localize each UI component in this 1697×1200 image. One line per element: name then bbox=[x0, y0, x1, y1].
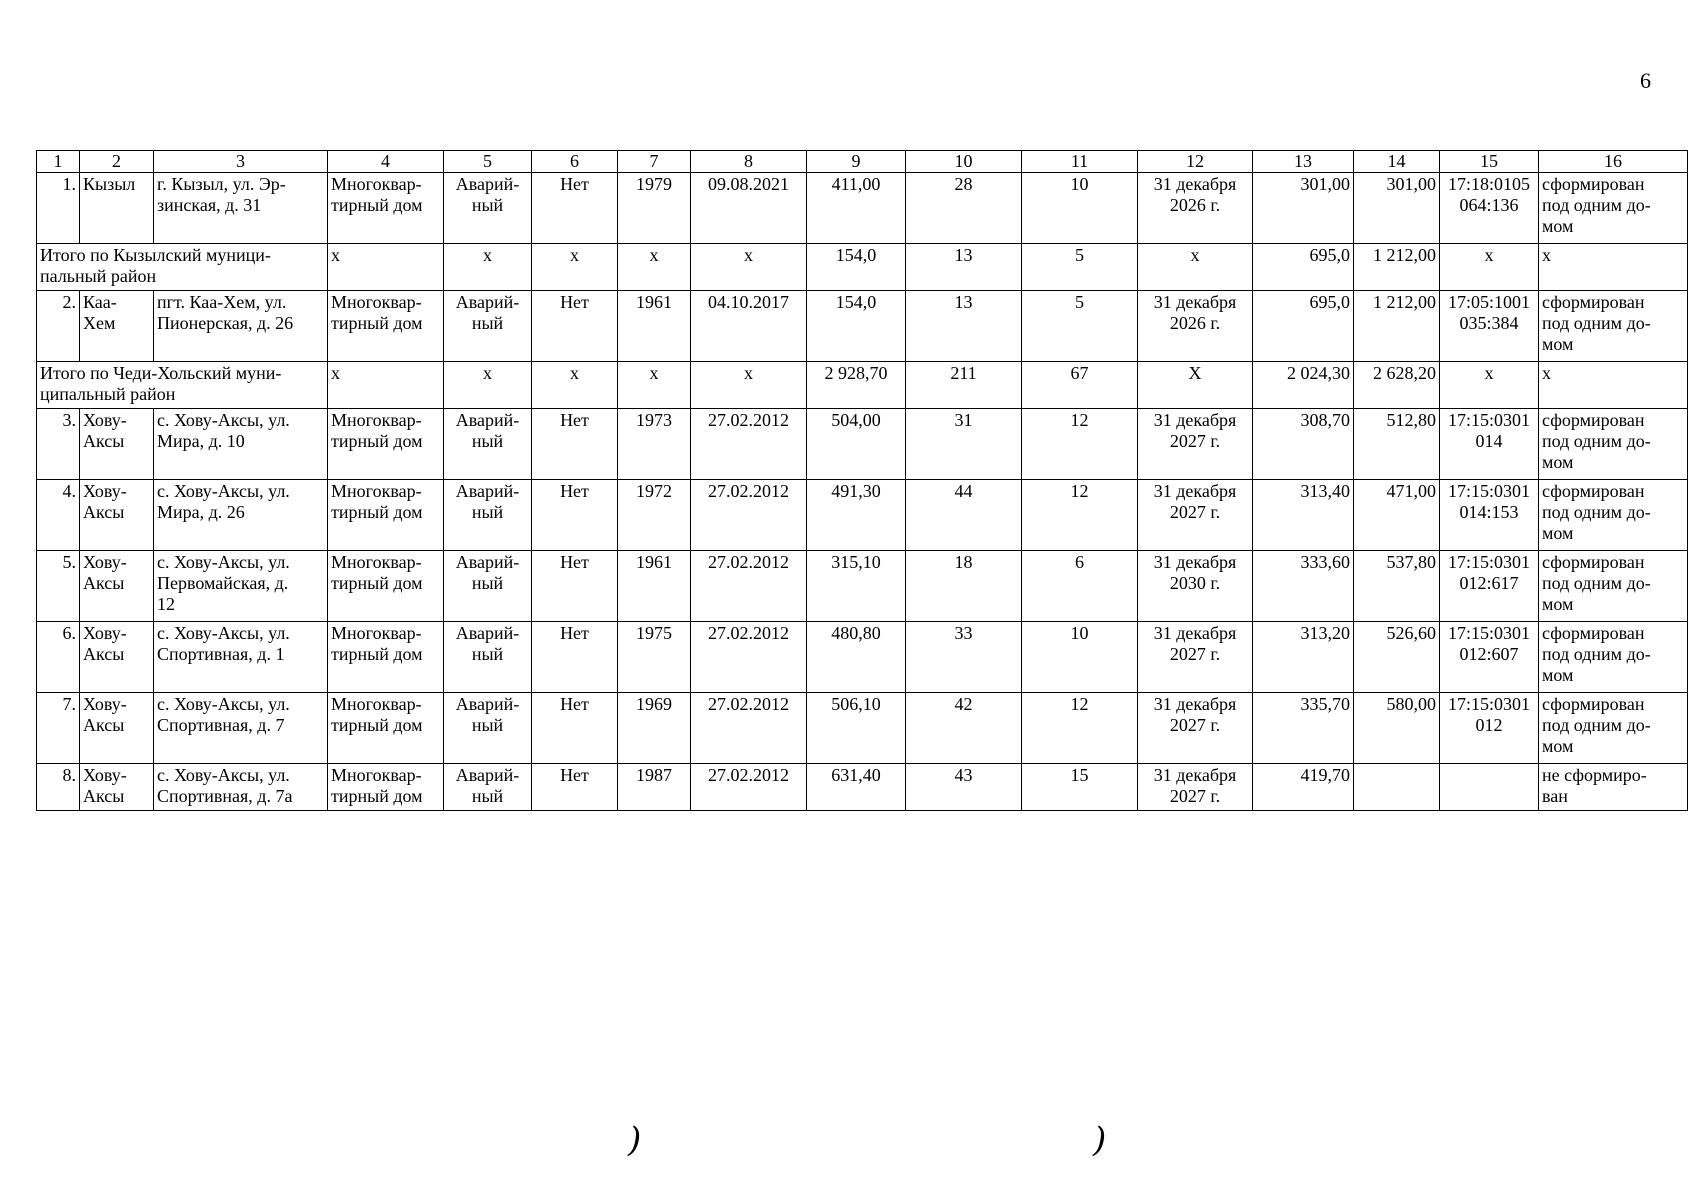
column-number-5: 5 bbox=[444, 151, 532, 173]
table-row bbox=[37, 764, 1688, 811]
col14-cell: 512,80 bbox=[1354, 409, 1440, 480]
column-number-9: 9 bbox=[807, 151, 906, 173]
col6-cell: х bbox=[532, 244, 618, 291]
locality-cell: Хову- Аксы bbox=[80, 480, 154, 551]
subtotal-label: Итого по Чеди-Хольский муни- ципальный район bbox=[37, 362, 328, 409]
condition-cell: Аварий- ный bbox=[444, 291, 532, 362]
col10-cell: 13 bbox=[906, 291, 1022, 362]
column-number-2: 2 bbox=[80, 151, 154, 173]
land-plot-cell: сформирован под одним до- мом bbox=[1539, 409, 1688, 480]
col14-cell: 1 212,00 bbox=[1354, 244, 1440, 291]
land-plot-cell: сформирован под одним до- мом bbox=[1539, 693, 1688, 764]
locality-cell: Хову- Аксы bbox=[80, 764, 154, 811]
column-number-8: 8 bbox=[691, 151, 807, 173]
column-number-13: 13 bbox=[1253, 151, 1354, 173]
date-cell: х bbox=[691, 362, 807, 409]
col10-cell: 18 bbox=[906, 551, 1022, 622]
column-number-4: 4 bbox=[328, 151, 444, 173]
col14-cell: 471,00 bbox=[1354, 480, 1440, 551]
col11-cell: 15 bbox=[1022, 764, 1138, 811]
col14-cell: 1 212,00 bbox=[1354, 291, 1440, 362]
page-number: 6 bbox=[1640, 68, 1651, 93]
condition-cell: Аварий- ный bbox=[444, 480, 532, 551]
date-cell: 04.10.2017 bbox=[691, 291, 807, 362]
area-cell: 315,10 bbox=[807, 551, 906, 622]
condition-cell: х bbox=[444, 244, 532, 291]
cadastral-number-cell: 17:15:0301 012 bbox=[1440, 693, 1539, 764]
row-number: 2. bbox=[37, 291, 80, 362]
table-row bbox=[37, 693, 1688, 764]
cadastral-number-cell bbox=[1440, 764, 1539, 811]
area-cell: 154,0 bbox=[807, 291, 906, 362]
row-number: 1. bbox=[37, 173, 80, 244]
locality-cell: Хову- Аксы bbox=[80, 622, 154, 693]
col11-cell: 10 bbox=[1022, 173, 1138, 244]
land-plot-cell: сформирован под одним до- мом bbox=[1539, 622, 1688, 693]
area-cell: 2 928,70 bbox=[807, 362, 906, 409]
col14-cell: 580,00 bbox=[1354, 693, 1440, 764]
deadline-cell: 31 декабря 2026 г. bbox=[1138, 291, 1253, 362]
column-number-16: 16 bbox=[1539, 151, 1688, 173]
area-cell: 491,30 bbox=[807, 480, 906, 551]
date-cell: 27.02.2012 bbox=[691, 480, 807, 551]
area-cell: 506,10 bbox=[807, 693, 906, 764]
building-type-cell: Многоквар- тирный дом bbox=[328, 764, 444, 811]
date-cell: 27.02.2012 bbox=[691, 622, 807, 693]
table-body bbox=[37, 151, 1688, 811]
building-type-cell: х bbox=[328, 362, 444, 409]
subtotal-row bbox=[37, 362, 1688, 409]
year-cell: 1987 bbox=[618, 764, 691, 811]
locality-cell: Каа- Хем bbox=[80, 291, 154, 362]
year-cell: 1972 bbox=[618, 480, 691, 551]
col10-cell: 13 bbox=[906, 244, 1022, 291]
row-number: 5. bbox=[37, 551, 80, 622]
locality-cell: Кызыл bbox=[80, 173, 154, 244]
column-number-10: 10 bbox=[906, 151, 1022, 173]
subtotal-row bbox=[37, 244, 1688, 291]
address-cell: с. Хову-Аксы, ул. Мира, д. 10 bbox=[154, 409, 328, 480]
deadline-cell: Х bbox=[1138, 362, 1253, 409]
date-cell: 27.02.2012 bbox=[691, 409, 807, 480]
col10-cell: 31 bbox=[906, 409, 1022, 480]
building-type-cell: Многоквар- тирный дом bbox=[328, 291, 444, 362]
col6-cell: Нет bbox=[532, 291, 618, 362]
col10-cell: 33 bbox=[906, 622, 1022, 693]
land-plot-cell: сформирован под одним до- мом bbox=[1539, 173, 1688, 244]
address-cell: пгт. Каа-Хем, ул. Пионерская, д. 26 bbox=[154, 291, 328, 362]
row-number: 8. bbox=[37, 764, 80, 811]
column-number-14: 14 bbox=[1354, 151, 1440, 173]
cadastral-number-cell: 17:05:1001 035:384 bbox=[1440, 291, 1539, 362]
locality-cell: Хову- Аксы bbox=[80, 551, 154, 622]
col6-cell: Нет bbox=[532, 693, 618, 764]
area-cell: 504,00 bbox=[807, 409, 906, 480]
col11-cell: 12 bbox=[1022, 409, 1138, 480]
handwritten-mark-left: ) bbox=[628, 1120, 642, 1160]
column-number-3: 3 bbox=[154, 151, 328, 173]
building-type-cell: Многоквар- тирный дом bbox=[328, 173, 444, 244]
cadastral-number-cell: 17:15:0301 012:617 bbox=[1440, 551, 1539, 622]
col6-cell: Нет bbox=[532, 764, 618, 811]
col13-cell: 308,70 bbox=[1253, 409, 1354, 480]
condition-cell: Аварий- ный bbox=[444, 409, 532, 480]
land-plot-cell: не сформиро- ван bbox=[1539, 764, 1688, 811]
col14-cell: 2 628,20 bbox=[1354, 362, 1440, 409]
col13-cell: 313,20 bbox=[1253, 622, 1354, 693]
cadastral-number-cell: х bbox=[1440, 362, 1539, 409]
area-cell: 631,40 bbox=[807, 764, 906, 811]
cadastral-number-cell: 17:15:0301 014 bbox=[1440, 409, 1539, 480]
locality-cell: Хову- Аксы bbox=[80, 409, 154, 480]
area-cell: 411,00 bbox=[807, 173, 906, 244]
date-cell: 27.02.2012 bbox=[691, 693, 807, 764]
land-plot-cell: х bbox=[1539, 244, 1688, 291]
date-cell: 09.08.2021 bbox=[691, 173, 807, 244]
col14-cell: 537,80 bbox=[1354, 551, 1440, 622]
address-cell: г. Кызыл, ул. Эр- зинская, д. 31 bbox=[154, 173, 328, 244]
col11-cell: 6 bbox=[1022, 551, 1138, 622]
address-cell: с. Хову-Аксы, ул. Спортивная, д. 7 bbox=[154, 693, 328, 764]
col13-cell: 695,0 bbox=[1253, 244, 1354, 291]
handwritten-mark-right: ) bbox=[1093, 1120, 1107, 1160]
col10-cell: 44 bbox=[906, 480, 1022, 551]
building-type-cell: Многоквар- тирный дом bbox=[328, 409, 444, 480]
deadline-cell: 31 декабря 2026 г. bbox=[1138, 173, 1253, 244]
cadastral-number-cell: х bbox=[1440, 244, 1539, 291]
year-cell: 1973 bbox=[618, 409, 691, 480]
col11-cell: 12 bbox=[1022, 693, 1138, 764]
table-row bbox=[37, 173, 1688, 244]
deadline-cell: 31 декабря 2027 г. bbox=[1138, 480, 1253, 551]
year-cell: 1961 bbox=[618, 551, 691, 622]
area-cell: 480,80 bbox=[807, 622, 906, 693]
col11-cell: 5 bbox=[1022, 244, 1138, 291]
land-plot-cell: сформирован под одним до- мом bbox=[1539, 291, 1688, 362]
column-number-15: 15 bbox=[1440, 151, 1539, 173]
condition-cell: Аварий- ный bbox=[444, 693, 532, 764]
deadline-cell: 31 декабря 2027 г. bbox=[1138, 622, 1253, 693]
address-cell: с. Хову-Аксы, ул. Спортивная, д. 7а bbox=[154, 764, 328, 811]
col11-cell: 12 bbox=[1022, 480, 1138, 551]
year-cell: 1961 bbox=[618, 291, 691, 362]
column-number-6: 6 bbox=[532, 151, 618, 173]
address-cell: с. Хову-Аксы, ул. Первомайская, д. 12 bbox=[154, 551, 328, 622]
table-row bbox=[37, 551, 1688, 622]
cadastral-number-cell: 17:18:0105 064:136 bbox=[1440, 173, 1539, 244]
col6-cell: Нет bbox=[532, 622, 618, 693]
year-cell: х bbox=[618, 244, 691, 291]
deadline-cell: 31 декабря 2030 г. bbox=[1138, 551, 1253, 622]
row-number: 4. bbox=[37, 480, 80, 551]
deadline-cell: х bbox=[1138, 244, 1253, 291]
condition-cell: Аварий- ный bbox=[444, 551, 532, 622]
col14-cell: 301,00 bbox=[1354, 173, 1440, 244]
col11-cell: 10 bbox=[1022, 622, 1138, 693]
condition-cell: Аварий- ный bbox=[444, 622, 532, 693]
year-cell: 1969 bbox=[618, 693, 691, 764]
col14-cell: 526,60 bbox=[1354, 622, 1440, 693]
column-number-11: 11 bbox=[1022, 151, 1138, 173]
col6-cell: Нет bbox=[532, 173, 618, 244]
column-number-7: 7 bbox=[618, 151, 691, 173]
table-row bbox=[37, 622, 1688, 693]
col11-cell: 67 bbox=[1022, 362, 1138, 409]
date-cell: 27.02.2012 bbox=[691, 551, 807, 622]
cadastral-number-cell: 17:15:0301 012:607 bbox=[1440, 622, 1539, 693]
land-plot-cell: сформирован под одним до- мом bbox=[1539, 551, 1688, 622]
deadline-cell: 31 декабря 2027 г. bbox=[1138, 764, 1253, 811]
col13-cell: 2 024,30 bbox=[1253, 362, 1354, 409]
row-number: 3. bbox=[37, 409, 80, 480]
condition-cell: х bbox=[444, 362, 532, 409]
col6-cell: х bbox=[532, 362, 618, 409]
col13-cell: 333,60 bbox=[1253, 551, 1354, 622]
column-number-row bbox=[37, 151, 1688, 173]
building-type-cell: х bbox=[328, 244, 444, 291]
table-row bbox=[37, 480, 1688, 551]
land-plot-cell: сформирован под одним до- мом bbox=[1539, 480, 1688, 551]
building-type-cell: Многоквар- тирный дом bbox=[328, 551, 444, 622]
building-type-cell: Многоквар- тирный дом bbox=[328, 480, 444, 551]
col14-cell bbox=[1354, 764, 1440, 811]
column-number-12: 12 bbox=[1138, 151, 1253, 173]
land-plot-cell: х bbox=[1539, 362, 1688, 409]
locality-cell: Хову- Аксы bbox=[80, 693, 154, 764]
col11-cell: 5 bbox=[1022, 291, 1138, 362]
address-cell: с. Хову-Аксы, ул. Мира, д. 26 bbox=[154, 480, 328, 551]
condition-cell: Аварий- ный bbox=[444, 764, 532, 811]
subtotal-label: Итого по Кызылский муници- пальный район bbox=[37, 244, 328, 291]
table-row bbox=[37, 291, 1688, 362]
col10-cell: 28 bbox=[906, 173, 1022, 244]
col13-cell: 301,00 bbox=[1253, 173, 1354, 244]
col13-cell: 419,70 bbox=[1253, 764, 1354, 811]
col10-cell: 42 bbox=[906, 693, 1022, 764]
deadline-cell: 31 декабря 2027 г. bbox=[1138, 693, 1253, 764]
date-cell: 27.02.2012 bbox=[691, 764, 807, 811]
row-number: 6. bbox=[37, 622, 80, 693]
cadastral-number-cell: 17:15:0301 014:153 bbox=[1440, 480, 1539, 551]
column-number-1: 1 bbox=[37, 151, 80, 173]
col6-cell: Нет bbox=[532, 409, 618, 480]
building-type-cell: Многоквар- тирный дом bbox=[328, 622, 444, 693]
area-cell: 154,0 bbox=[807, 244, 906, 291]
housing-registry-table bbox=[36, 150, 1688, 811]
building-type-cell: Многоквар- тирный дом bbox=[328, 693, 444, 764]
col10-cell: 211 bbox=[906, 362, 1022, 409]
col13-cell: 335,70 bbox=[1253, 693, 1354, 764]
col10-cell: 43 bbox=[906, 764, 1022, 811]
year-cell: х bbox=[618, 362, 691, 409]
deadline-cell: 31 декабря 2027 г. bbox=[1138, 409, 1253, 480]
address-cell: с. Хову-Аксы, ул. Спортивная, д. 1 bbox=[154, 622, 328, 693]
col6-cell: Нет bbox=[532, 551, 618, 622]
year-cell: 1975 bbox=[618, 622, 691, 693]
row-number: 7. bbox=[37, 693, 80, 764]
condition-cell: Аварий- ный bbox=[444, 173, 532, 244]
year-cell: 1979 bbox=[618, 173, 691, 244]
col13-cell: 695,0 bbox=[1253, 291, 1354, 362]
col13-cell: 313,40 bbox=[1253, 480, 1354, 551]
col6-cell: Нет bbox=[532, 480, 618, 551]
table-row bbox=[37, 409, 1688, 480]
date-cell: х bbox=[691, 244, 807, 291]
